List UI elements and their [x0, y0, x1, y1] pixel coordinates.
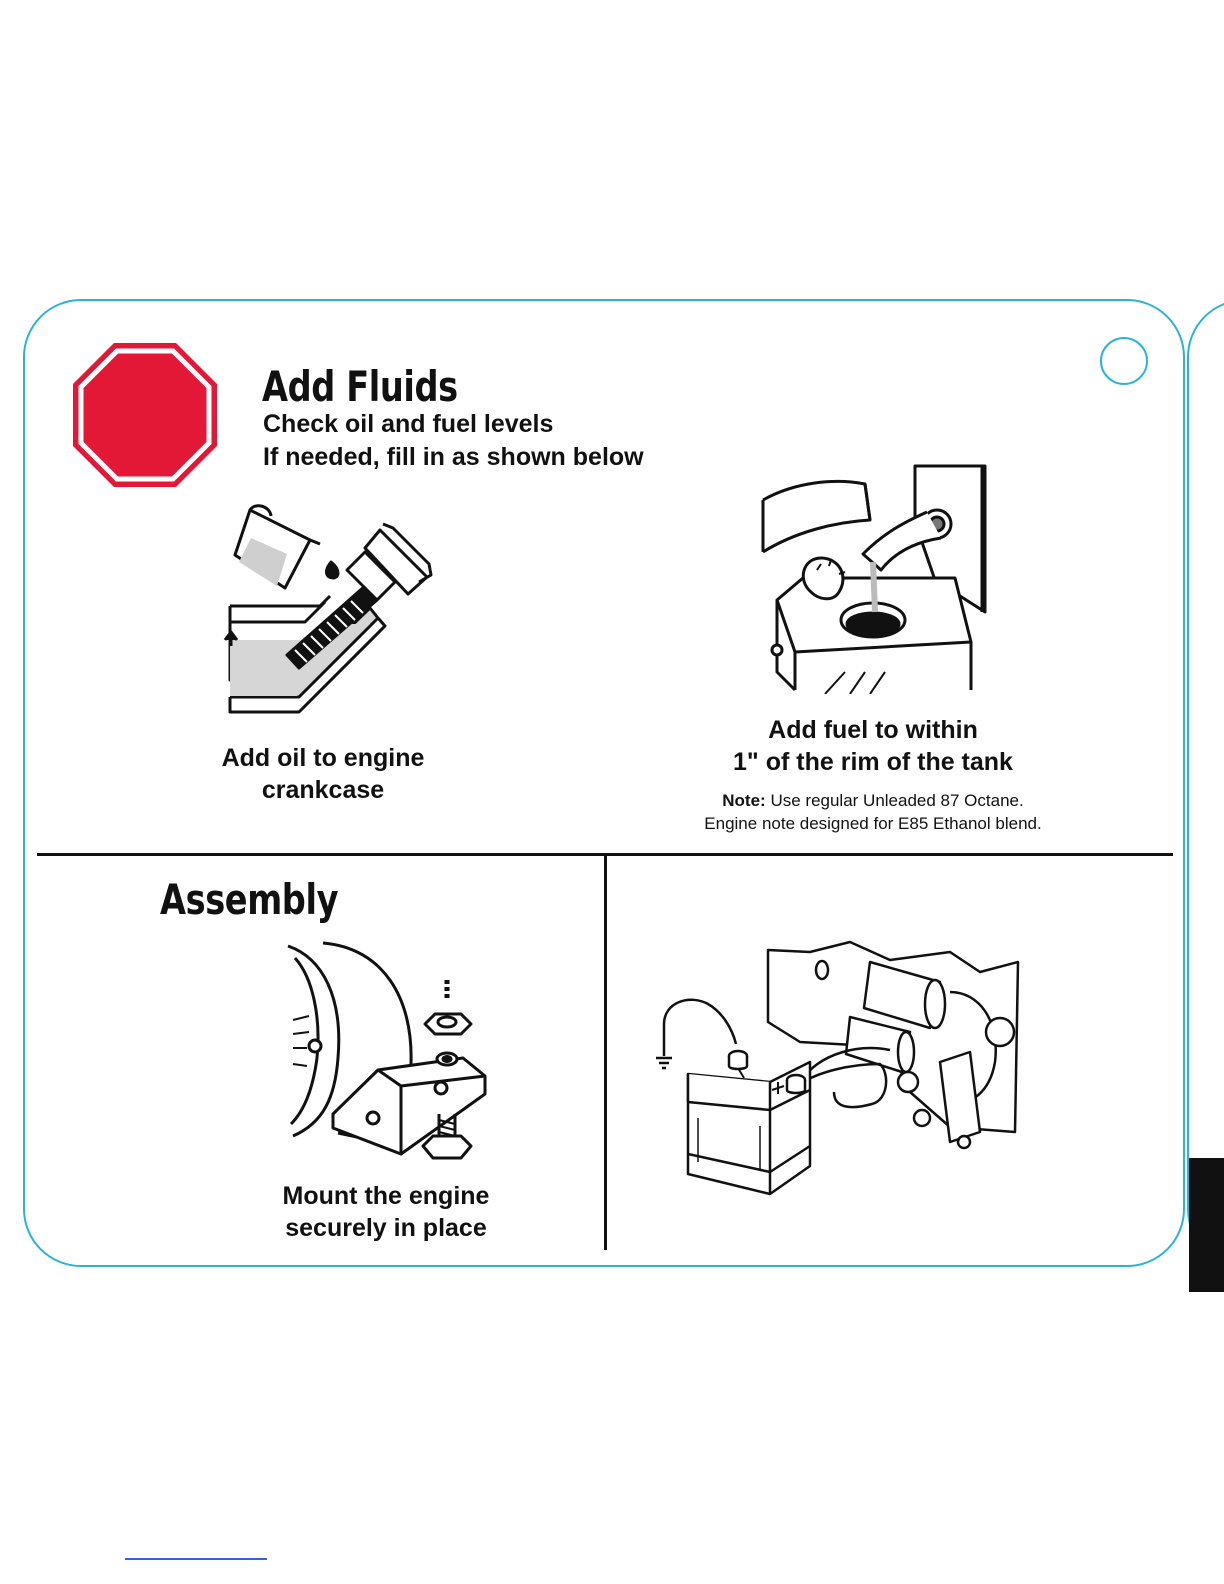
mount-caption-line-2: securely in place [285, 1214, 487, 1242]
footer-link-underline [125, 1558, 267, 1560]
punch-hole [1100, 337, 1148, 385]
add-fluids-title: Add Fluids [262, 362, 458, 411]
fuel-caption-line-1: Add fuel to within [768, 716, 978, 744]
note-line-2: Engine note designed for E85 Ethanol blend. [704, 814, 1042, 833]
oil-caption-line-1: Add oil to engine [221, 744, 425, 772]
fluids-subtitle [263, 408, 644, 474]
oil-pour-illustration [215, 500, 440, 715]
side-tab [1189, 1158, 1224, 1292]
battery-connection-illustration [650, 932, 1025, 1212]
stop-sign-icon [70, 340, 220, 490]
subtitle-line-1: Check oil and fuel levels [263, 410, 554, 438]
section-divider-vertical [604, 855, 607, 1250]
note-label: Note: [722, 791, 766, 810]
mount-caption [255, 1180, 517, 1244]
fuel-caption-line-2: 1" of the rim of the tank [733, 748, 1013, 776]
oil-caption [193, 742, 453, 806]
fuel-note [653, 789, 1093, 835]
assembly-title: Assembly [160, 875, 339, 924]
engine-mount-illustration [283, 938, 493, 1170]
fuel-tank-illustration [755, 462, 990, 694]
oil-caption-line-2: crankcase [261, 776, 385, 804]
mount-caption-line-1: Mount the engine [282, 1182, 490, 1210]
next-card-edge [1187, 299, 1224, 1267]
fuel-caption [693, 714, 1053, 778]
subtitle-line-2: If needed, fill in as shown below [263, 443, 644, 471]
note-text: Use regular Unleaded 87 Octane. [770, 791, 1024, 810]
